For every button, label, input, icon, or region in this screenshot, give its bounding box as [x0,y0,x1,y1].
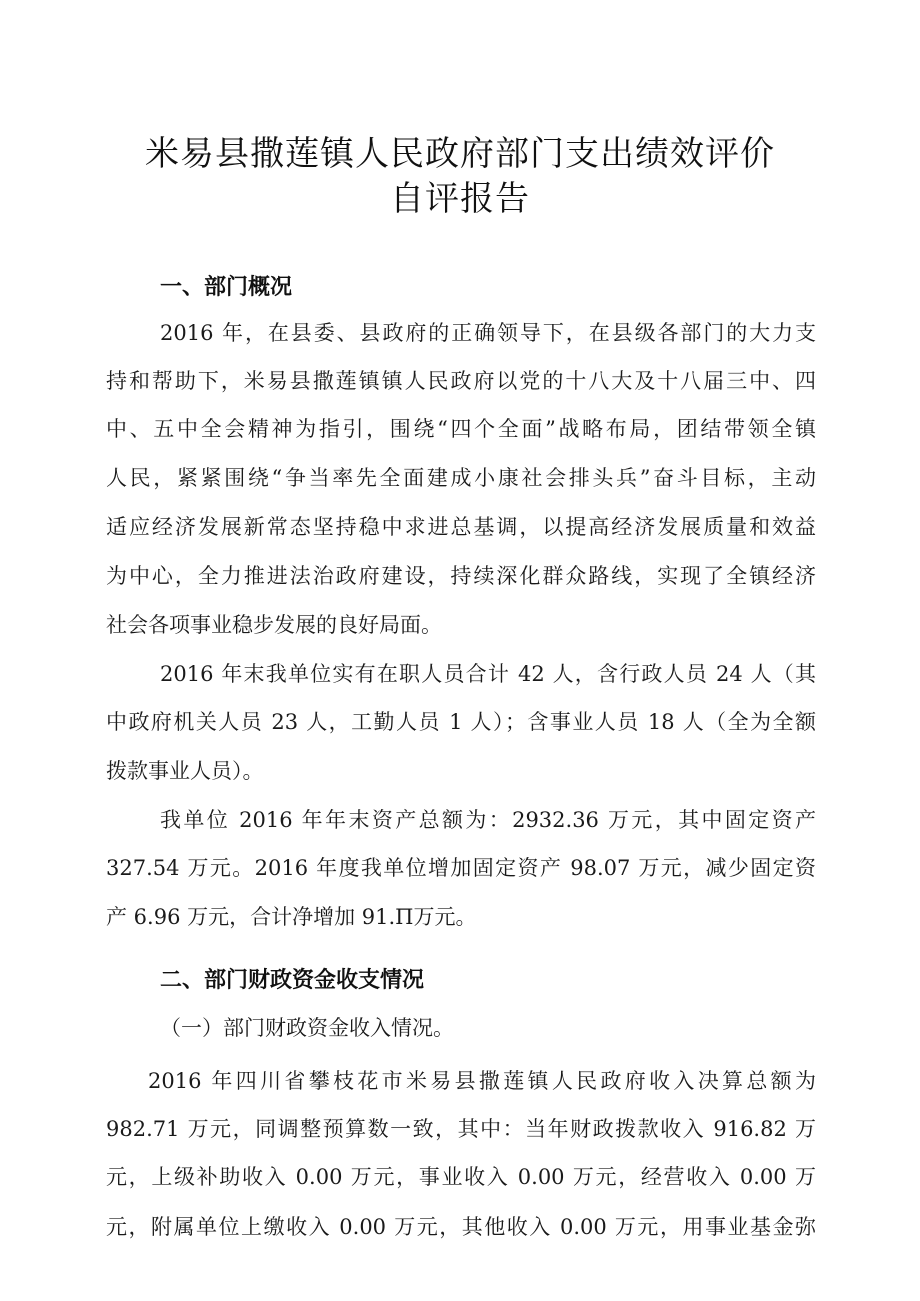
section-1-heading: 一、部门概况 [160,275,293,300]
paragraph-line: 中、五中全会精神为指引，围绕“四个全面”战略布局，团结带领全镇 [106,417,816,441]
paragraph-line: 拨款事业人员）。 [106,759,264,783]
paragraph-line: 社会各项事业稳步发展的良好局面。 [106,613,442,637]
document-title-line-2: 自评报告 [390,179,530,219]
paragraph-line: 2016 年四川省攀枝花市米易县撒莲镇人民政府收入决算总额为 [148,1069,816,1093]
paragraph-line: 为中心，全力推进法治政府建设，持续深化群众路线，实现了全镇经济 [106,564,816,588]
paragraph-line: 持和帮助下，米易县撒莲镇镇人民政府以党的十八大及十八届三中、四 [106,369,816,393]
paragraph-line: 327.54 万元。2016 年度我单位增加固定资产 98.07 万元，减少固定资 [106,856,816,880]
paragraph-line: 适应经济发展新常态坚持稳中求进总基调，以提高经济发展质量和效益 [106,515,816,539]
paragraph-line: 982.71 万元，同调整预算数一致，其中：当年财政拨款收入 916.82 万 [106,1117,816,1141]
paragraph-line: 我单位 2016 年年末资产总额为：2932.36 万元，其中固定资产 [160,808,816,832]
section-2-heading: 二、部门财政资金收支情况 [160,968,425,993]
paragraph-line: 人民，紧紧围绕“争当率先全面建成小康社会排头兵”奋斗目标，主动 [106,466,816,490]
paragraph-line: 产 6.96 万元，合计净增加 91.Π万元。 [106,905,477,929]
document-title-line-1: 米易县撒莲镇人民政府部门支出绩效评价 [145,134,775,174]
paragraph-line: 中政府机关人员 23 人，工勤人员 1 人）；含事业人员 18 人（全为全额 [106,710,816,734]
paragraph-line: 元，上级补助收入 0.00 万元，事业收入 0.00 万元，经营收入 0.00 万 [106,1165,816,1189]
paragraph-line: 2016 年，在县委、县政府的正确领导下，在县级各部门的大力支 [160,321,816,345]
paragraph-line: 2016 年末我单位实有在职人员合计 42 人，含行政人员 24 人（其 [160,662,816,686]
paragraph-line: 元，附属单位上缴收入 0.00 万元，其他收入 0.00 万元，用事业基金弥 [106,1215,816,1239]
section-2-subheading: （一）部门财政资金收入情况。 [160,1016,454,1040]
